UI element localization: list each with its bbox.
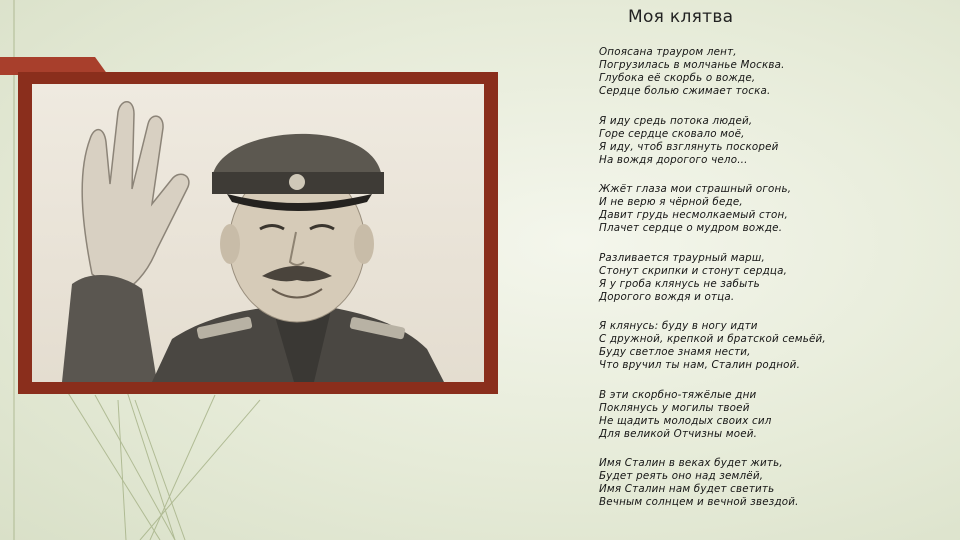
poem-line: Давит грудь несмолкаемый стон, (599, 209, 788, 221)
poem-line: Глубока её скорбь о вожде, (599, 72, 756, 84)
stanza (599, 252, 949, 304)
stanza (599, 389, 949, 441)
poem-line: Я клянусь: буду в ногу идти (599, 320, 758, 332)
poem-line: Поклянусь у могилы твоей (599, 401, 750, 414)
poem-line: На вождя дорогого чело... (599, 153, 748, 166)
poem-line: Имя Сталин в веках будет жить, (599, 457, 783, 469)
poem-line: С дружной, крепкой и братской семьёй, (599, 333, 826, 345)
poem-line: Я у гроба клянусь не забыть (599, 277, 760, 290)
poem-line: Погрузилась в молчанье Москва. (599, 59, 785, 71)
poem-line: Стонут скрипки и стонут сердца, (599, 264, 788, 277)
portrait-photo (32, 84, 484, 382)
poem-line: Дорогого вождя и отца. (599, 290, 735, 303)
stanza (599, 183, 949, 235)
poem-line: Жжёт глаза мои страшный огонь, (599, 183, 792, 195)
poem-line: Разливается траурный марш, (599, 251, 765, 264)
stanza (599, 320, 949, 372)
poem-line: И не верю я чёрной беде, (599, 196, 743, 208)
stanza (599, 46, 949, 98)
poem-line: Для великой Отчизны моей. (599, 427, 758, 440)
poem-line: Я иду, чтоб взглянуть поскорей (599, 140, 779, 153)
photo-frame (18, 72, 498, 394)
stanza (599, 115, 949, 167)
poem-line: Вечным солнцем и вечной звездой. (599, 496, 799, 508)
stanza (599, 457, 949, 509)
page-title: Моя клятва (628, 7, 734, 27)
poem-line: Будет реять оно над землёй, (599, 470, 764, 482)
poem-line: Опоясана трауром лент, (599, 46, 737, 58)
poem-line: Я иду средь потока людей, (599, 114, 753, 127)
poem-line: Что вручил ты нам, Сталин родной. (599, 359, 801, 371)
poem-line: Плачет сердце о мудром вожде. (599, 222, 783, 234)
poem (599, 46, 949, 526)
poem-line: Горе сердце сковало моё, (599, 127, 745, 140)
poem-line: В эти скорбно-тяжёлые дни (599, 388, 757, 401)
poem-line: Сердце болью сжимает тоска. (599, 85, 771, 97)
poem-line: Не щадить молодых своих сил (599, 414, 772, 427)
poem-line: Имя Сталин нам будет светить (599, 483, 775, 495)
poem-line: Буду светлое знамя нести, (599, 346, 751, 358)
